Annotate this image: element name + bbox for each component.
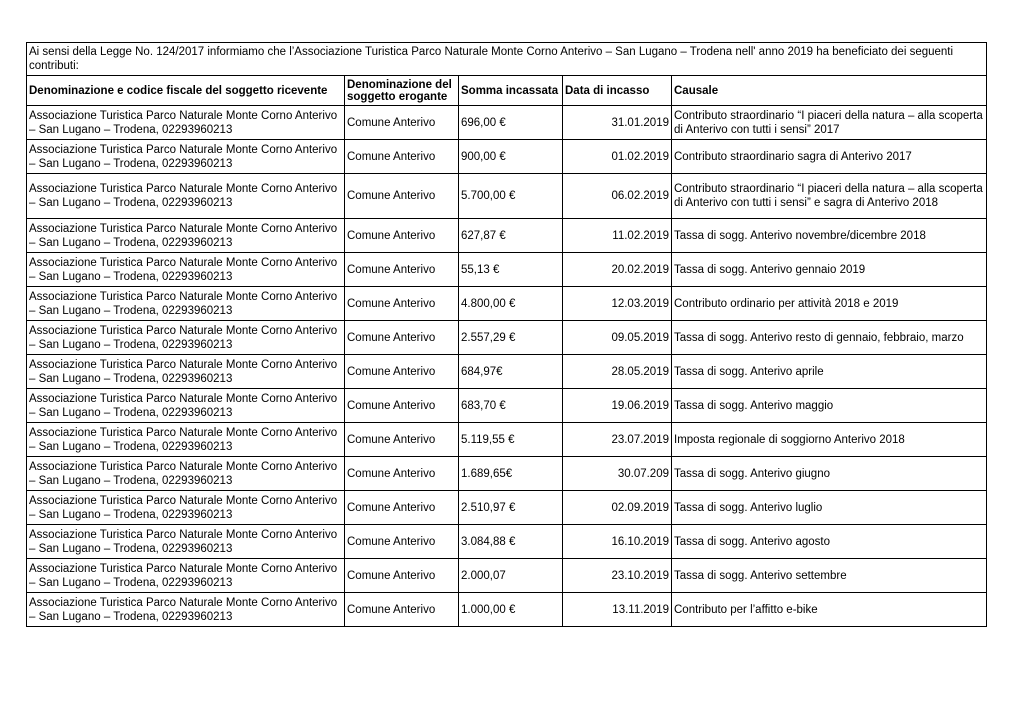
amount-cell: 900,00 € (459, 140, 563, 174)
amount-cell: 627,87 € (459, 219, 563, 253)
contributions-table (26, 42, 987, 627)
date-cell: 13.11.2019 (563, 593, 672, 627)
amount-cell: 5.119,55 € (459, 423, 563, 457)
reason-cell: Contributo straordinario “I piaceri della natura – alla scoperta di Anterivo con tutti i sensi” e sagra di Anterivo 2018 (672, 174, 987, 219)
table-row (27, 106, 987, 140)
recipient-cell: Associazione Turistica Parco Naturale Monte Corno Anterivo – San Lugano – Trodena, 02293960213 (27, 321, 345, 355)
reason-cell: Tassa di sogg. Anterivo giugno (672, 457, 987, 491)
recipient-cell: Associazione Turistica Parco Naturale Monte Corno Anterivo – San Lugano – Trodena, 02293960213 (27, 559, 345, 593)
grantor-cell: Comune Anterivo (345, 321, 459, 355)
table-row (27, 355, 987, 389)
grantor-cell: Comune Anterivo (345, 491, 459, 525)
recipient-cell: Associazione Turistica Parco Naturale Monte Corno Anterivo – San Lugano – Trodena, 02293960213 (27, 287, 345, 321)
header-recipient: Denominazione e codice fiscale del soggetto ricevente (27, 76, 345, 106)
recipient-cell: Associazione Turistica Parco Naturale Monte Corno Anterivo – San Lugano – Trodena, 02293960213 (27, 593, 345, 627)
date-cell: 30.07.209 (563, 457, 672, 491)
header-reason: Causale (672, 76, 987, 106)
grantor-cell: Comune Anterivo (345, 174, 459, 219)
grantor-cell: Comune Anterivo (345, 287, 459, 321)
header-amount: Somma incassata (459, 76, 563, 106)
grantor-cell: Comune Anterivo (345, 593, 459, 627)
amount-cell: 684,97€ (459, 355, 563, 389)
reason-cell: Imposta regionale di soggiorno Anterivo 2018 (672, 423, 987, 457)
amount-cell: 1.689,65€ (459, 457, 563, 491)
date-cell: 06.02.2019 (563, 174, 672, 219)
table-row (27, 287, 987, 321)
reason-cell: Tassa di sogg. Anterivo maggio (672, 389, 987, 423)
grantor-cell: Comune Anterivo (345, 219, 459, 253)
reason-cell: Tassa di sogg. Anterivo gennaio 2019 (672, 253, 987, 287)
reason-cell: Tassa di sogg. Anterivo luglio (672, 491, 987, 525)
amount-cell: 55,13 € (459, 253, 563, 287)
amount-cell: 2.557,29 € (459, 321, 563, 355)
reason-cell: Tassa di sogg. Anterivo resto di gennaio, febbraio, marzo (672, 321, 987, 355)
date-cell: 23.07.2019 (563, 423, 672, 457)
table-row (27, 253, 987, 287)
date-cell: 23.10.2019 (563, 559, 672, 593)
recipient-cell: Associazione Turistica Parco Naturale Monte Corno Anterivo – San Lugano – Trodena, 02293960213 (27, 423, 345, 457)
grantor-cell: Comune Anterivo (345, 525, 459, 559)
amount-cell: 1.000,00 € (459, 593, 563, 627)
date-cell: 11.02.2019 (563, 219, 672, 253)
date-cell: 19.06.2019 (563, 389, 672, 423)
reason-cell: Tassa di sogg. Anterivo settembre (672, 559, 987, 593)
recipient-cell: Associazione Turistica Parco Naturale Monte Corno Anterivo – San Lugano – Trodena, 02293960213 (27, 389, 345, 423)
intro-text: Ai sensi della Legge No. 124/2017 informiamo che l’Associazione Turistica Parco Naturale Monte Corno Anterivo – San Lugano – Trodena nell' anno 2019 ha beneficiato dei seguenti contributi: (27, 43, 987, 76)
recipient-cell: Associazione Turistica Parco Naturale Monte Corno Anterivo – San Lugano – Trodena, 02293960213 (27, 491, 345, 525)
grantor-cell: Comune Anterivo (345, 457, 459, 491)
recipient-cell: Associazione Turistica Parco Naturale Monte Corno Anterivo – San Lugano – Trodena, 02293960213 (27, 525, 345, 559)
table-row (27, 140, 987, 174)
grantor-cell: Comune Anterivo (345, 140, 459, 174)
reason-cell: Tassa di sogg. Anterivo aprile (672, 355, 987, 389)
amount-cell: 5.700,00 € (459, 174, 563, 219)
recipient-cell: Associazione Turistica Parco Naturale Monte Corno Anterivo – San Lugano – Trodena, 02293960213 (27, 219, 345, 253)
date-cell: 16.10.2019 (563, 525, 672, 559)
header-row (27, 76, 987, 106)
table-row (27, 423, 987, 457)
amount-cell: 683,70 € (459, 389, 563, 423)
table-row (27, 174, 987, 219)
header-date: Data di incasso (563, 76, 672, 106)
table-row (27, 457, 987, 491)
reason-cell: Tassa di sogg. Anterivo novembre/dicembre 2018 (672, 219, 987, 253)
date-cell: 28.05.2019 (563, 355, 672, 389)
recipient-cell: Associazione Turistica Parco Naturale Monte Corno Anterivo – San Lugano – Trodena, 02293960213 (27, 355, 345, 389)
table-row (27, 321, 987, 355)
recipient-cell: Associazione Turistica Parco Naturale Monte Corno Anterivo – San Lugano – Trodena, 02293960213 (27, 174, 345, 219)
date-cell: 12.03.2019 (563, 287, 672, 321)
amount-cell: 2.510,97 € (459, 491, 563, 525)
grantor-cell: Comune Anterivo (345, 559, 459, 593)
grantor-cell: Comune Anterivo (345, 423, 459, 457)
table-row (27, 593, 987, 627)
amount-cell: 4.800,00 € (459, 287, 563, 321)
grantor-cell: Comune Anterivo (345, 106, 459, 140)
date-cell: 31.01.2019 (563, 106, 672, 140)
intro-row (27, 43, 987, 76)
amount-cell: 2.000,07 (459, 559, 563, 593)
amount-cell: 696,00 € (459, 106, 563, 140)
date-cell: 20.02.2019 (563, 253, 672, 287)
recipient-cell: Associazione Turistica Parco Naturale Monte Corno Anterivo – San Lugano – Trodena, 02293960213 (27, 457, 345, 491)
recipient-cell: Associazione Turistica Parco Naturale Monte Corno Anterivo – San Lugano – Trodena, 02293960213 (27, 106, 345, 140)
table-row (27, 525, 987, 559)
grantor-cell: Comune Anterivo (345, 355, 459, 389)
table-row (27, 219, 987, 253)
amount-cell: 3.084,88 € (459, 525, 563, 559)
date-cell: 01.02.2019 (563, 140, 672, 174)
reason-cell: Contributo per l’affitto e-bike (672, 593, 987, 627)
reason-cell: Tassa di sogg. Anterivo agosto (672, 525, 987, 559)
recipient-cell: Associazione Turistica Parco Naturale Monte Corno Anterivo – San Lugano – Trodena, 02293960213 (27, 253, 345, 287)
grantor-cell: Comune Anterivo (345, 253, 459, 287)
grantor-cell: Comune Anterivo (345, 389, 459, 423)
date-cell: 02.09.2019 (563, 491, 672, 525)
reason-cell: Contributo straordinario sagra di Anterivo 2017 (672, 140, 987, 174)
table-row (27, 491, 987, 525)
date-cell: 09.05.2019 (563, 321, 672, 355)
header-grantor: Denominazione del soggetto erogante (345, 76, 459, 106)
reason-cell: Contributo ordinario per attività 2018 e 2019 (672, 287, 987, 321)
table-row (27, 559, 987, 593)
reason-cell: Contributo straordinario “I piaceri della natura – alla scoperta di Anterivo con tutti i sensi” 2017 (672, 106, 987, 140)
table-row (27, 389, 987, 423)
recipient-cell: Associazione Turistica Parco Naturale Monte Corno Anterivo – San Lugano – Trodena, 02293960213 (27, 140, 345, 174)
